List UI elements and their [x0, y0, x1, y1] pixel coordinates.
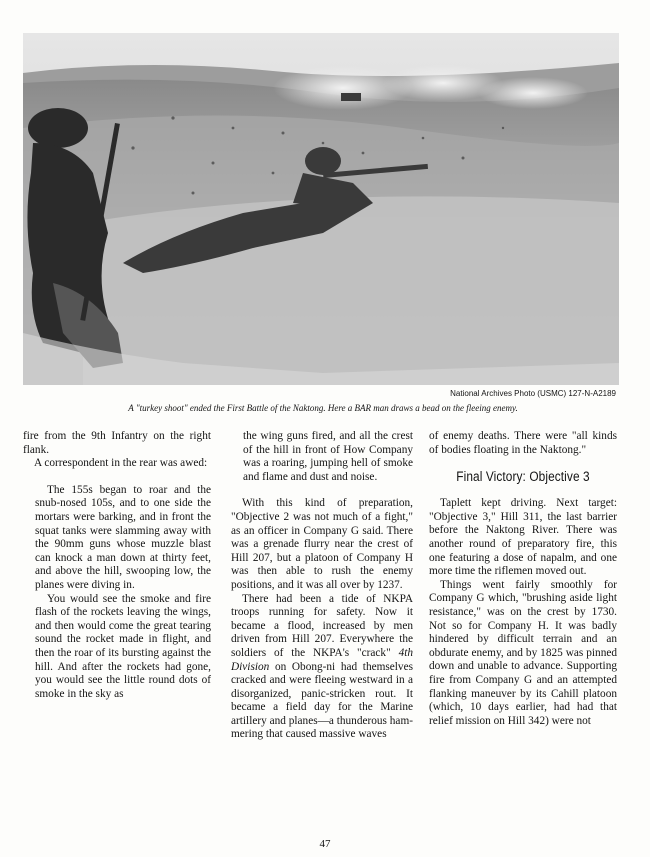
- quote-paragraph: You would see the smoke and fire flash of the rockets leaving the wings, and then would come the great tearing sound the rocket made in flight, and then the roar of its bursting against the hill. And after the rockets had gone, you would see the little round dots of smoke in the sky as: [35, 592, 211, 700]
- block-quote-continued: [243, 430, 413, 484]
- paragraph: Things went fairly smoothly for Company G which, "brushing aside light resistance," was on the crest by 1730. Not so for Company H. It was badly hindered by difficult terrain and an obdurate enemy, and by 1825 was pinned down and unable to advance. Supporting fire from Company G and an attempted flanking maneuver by its Cahill platoon (which, 10 days earlier, had had that relief mission on Hill 342) were not: [429, 578, 617, 727]
- paragraph: With this kind of preparation, "Objective 2 was not much of a fight," as an officer in Company G said. There was a grenade flurry near the crest of Hill 207, but a platoon of Company H was then able to rush the enemy positions, and it was all over by 1237.: [231, 497, 413, 591]
- marines-hillside-photo: [23, 33, 619, 385]
- division-name: 4th Division: [231, 646, 413, 673]
- paragraph: Taplett kept driving. Next target: "Objective 3," Hill 311, the last barrier before the Naktong River. There was another round of preparatory fire, this one featuring a dose of napalm, and one more time the riflemen moved out.: [429, 497, 617, 578]
- section-heading: Final Victory: Objective 3: [456, 469, 590, 485]
- text-run: on Obong-ni had themselves cracked and were fleeing westward in a disorganized, panic-stricken rout. It became a field day for the Marine artillery and planes—a thunderous hammering that caused massive waves: [231, 660, 413, 741]
- block-quote: [35, 484, 211, 702]
- paragraph: [231, 593, 413, 743]
- paragraph: A correspondent in the rear was awed:: [34, 457, 208, 470]
- text-column-1: [23, 430, 211, 701]
- text-column-2: [231, 430, 413, 742]
- text-run: There had been a tide of NKPA troops running for safety. Now it became a flood, increased by men driven from Hill 207. Everywhere the soldiers of the NKPA's "crack": [231, 592, 413, 659]
- page-number: 47: [319, 838, 331, 850]
- photo-caption: A "turkey shoot" ended the First Battle of the Naktong. Here a BAR man draws a bead on the fleeing enemy.: [128, 403, 518, 413]
- photo-credit: National Archives Photo (USMC) 127-N-A2189: [450, 389, 616, 398]
- paragraph: fire from the 9th Infantry on the right flank.: [23, 430, 211, 456]
- paragraph: of enemy deaths. There were "all kinds of bodies floating in the Naktong.": [429, 430, 617, 456]
- quote-paragraph: the wing guns fired, and all the crest of the hill in front of How Company was a roaring, jumping hell of smoke and flame and dust and noise.: [243, 430, 413, 483]
- quote-paragraph: The 155s began to roar and the snub-nosed 105s, and to one side the mortars were barking, and in front the squat tanks were slamming away with the 90mm guns whose muzzle blast can knock a man down at thirty feet, and above the hill, swooping low, the planes were diving in.: [35, 483, 211, 591]
- text-column-3: [429, 430, 617, 728]
